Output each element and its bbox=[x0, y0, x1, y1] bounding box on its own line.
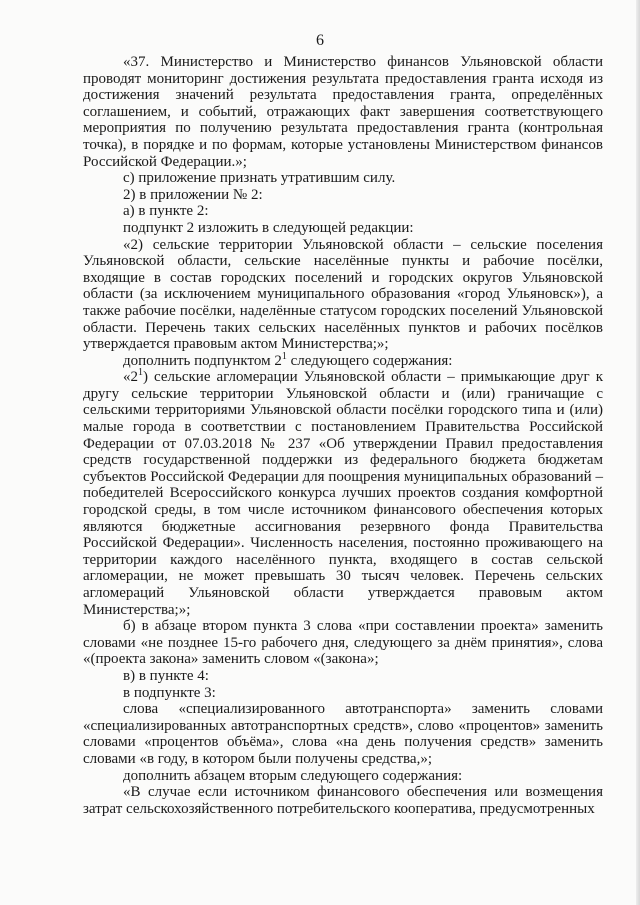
supplement-text-end: следующего содержания: bbox=[286, 352, 453, 369]
paragraph-rural-agglomerations bbox=[83, 369, 603, 618]
paragraph-appendix-2: 2) в приложении № 2: bbox=[123, 186, 263, 203]
agglomeration-open: «2 bbox=[123, 369, 138, 386]
supplement-superscript: 1 bbox=[281, 350, 287, 362]
agglomeration-superscript: 1 bbox=[138, 367, 143, 379]
agglomeration-text: ) сельские агломерации Ульяновской области – примыкающие друг к другу сельские территории Ульяновской области и (или) граничащие с сельскими территориями Ульяновской области посёлки городского типа и (или) малые города в соответствии с постановлением Правительства Российской Федерации от 07.03.2018 № 237 «Об утверждении Правил предоставления средств государственной поддержки из федерального бюджета бюджетам субъектов Российской Федерации для поощрения муниципальных образований – победителей Всероссийского конкурса лучших проектов создания комфортной городской среды, в том числе источником финансового обеспечения которых являются бюджетные ассигнования резервного фонда Правительства Российской Федерации». Численность населения, постоянно проживающего на территории каждого населённого пункта, входящего в состав сельской агломерации, не может превышать 30 тысяч человек. Перечень сельских агломераций Ульяновской области утверждается правовым актом Министерства;»; bbox=[83, 369, 603, 618]
paragraph-subitem-c: с) приложение признать утратившим силу. bbox=[123, 170, 396, 187]
paragraph-financing-case: «В случае если источником финансового обеспечения или возмещения затрат сельскохозяйственного потребительского кооператива, предусмотренных bbox=[83, 784, 603, 817]
paragraph-words-replace: слова «специализированного автотранспорта» заменить словами «специализированных автотранспортных средств», слово «процентов» заменить словами «процентов объёма», слова «на день получения средств» заменить словами «в году, в котором были получены средства,»; bbox=[83, 701, 603, 767]
paragraph-subitem-a: а) в пункте 2: bbox=[123, 203, 209, 220]
paragraph-subpoint-2-intro: подпункт 2 изложить в следующей редакции: bbox=[123, 219, 414, 236]
paragraph-subitem-v: в) в пункте 4: bbox=[123, 667, 209, 684]
paragraph-subpoint-3: в подпункте 3: bbox=[123, 684, 216, 701]
page-edge-shadow bbox=[636, 0, 640, 905]
page-number: 6 bbox=[316, 32, 324, 49]
paragraph-rural-territories: «2) сельские территории Ульяновской области – сельские поселения Ульяновской области, сельские населённые пункты и рабочие посёлки, входящие в состав городских поселений и городских округов Ульяновской области (за исключением муниципального образования «город Ульяновск»), а также рабочие посёлки, наделённые статусом городских поселений Ульяновской области. Перечень таких сельских населённых пунктов и рабочих посёлков утверждается правовым актом Министерства;»; bbox=[83, 236, 603, 353]
paragraph-item-37: «37. Министерство и Министерство финансов Ульяновской области проводят мониторинг достижения результата предоставления гранта исходя из достижения значений результата предоставления гранта, определённых соглашением, и событий, отражающих факт завершения соответствующего мероприятия по получению результата предоставления гранта (контрольная точка), в порядке и по формам, которые установлены Министерством финансов Российской Федерации.»; bbox=[83, 54, 603, 170]
supplement-text: дополнить подпунктом 2 bbox=[123, 352, 282, 369]
paragraph-subitem-b: б) в абзаце втором пункта 3 слова «при составлении проекта» заменить словами «не позднее 15-го рабочего дня, следующего за днём принятия», слова «(проекта закона» заменить словом «(закона»; bbox=[83, 618, 603, 668]
document-body bbox=[83, 54, 603, 817]
paragraph-supplement-intro bbox=[83, 350, 603, 370]
paragraph-add-second: дополнить абзацем вторым следующего содержания: bbox=[123, 767, 463, 784]
